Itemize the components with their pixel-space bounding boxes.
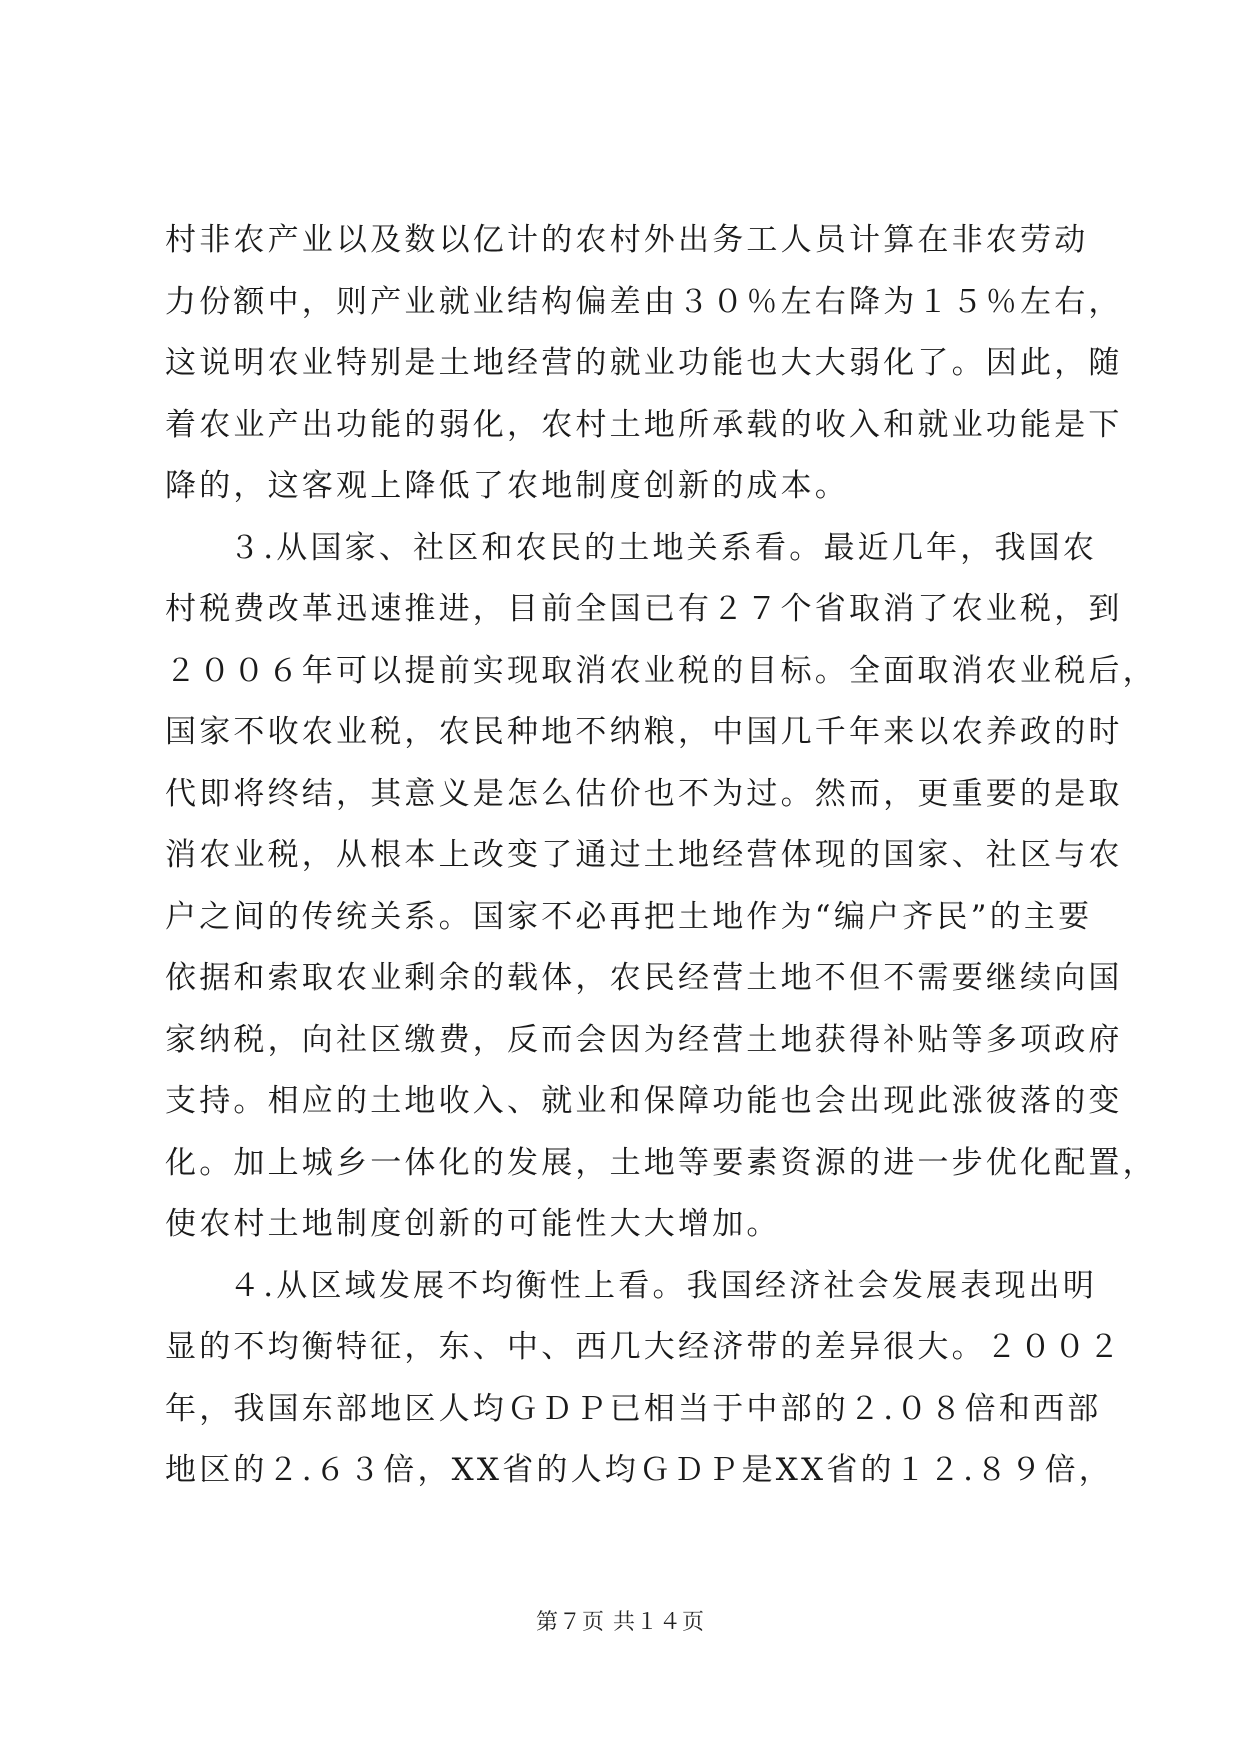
text-line: 村税费改革迅速推进，目前全国已有２７个省取消了农业税，到 xyxy=(165,591,1123,627)
text-line: ２００６年可以提前实现取消农业税的目标。全面取消农业税后， xyxy=(165,652,1157,689)
text-line: 户之间的传统关系。国家不必再把土地作为“编户齐民”的主要 xyxy=(165,898,1093,935)
text-line: 消农业税，从根本上改变了通过土地经营体现的国家、社区与农 xyxy=(165,837,1123,873)
text-line: 降的，这客观上降低了农地制度创新的成本。 xyxy=(165,468,849,504)
text-line: 家纳税，向社区缴费，反而会因为经营土地获得补贴等多项政府 xyxy=(165,1021,1123,1058)
text-line: 村非农产业以及数以亿计的农村外出务工人员计算在非农劳动 xyxy=(165,222,1089,258)
text-line: 力份额中，则产业就业结构偏差由３０％左右降为１５％左右， xyxy=(165,283,1123,320)
page-number-footer: 第７页 共１４页 xyxy=(536,1610,705,1635)
text-line: 这说明农业特别是土地经营的就业功能也大大弱化了。因此，随 xyxy=(165,345,1123,381)
text-line: 化。加上城乡一体化的发展，土地等要素资源的进一步优化配置， xyxy=(165,1144,1157,1181)
paragraph-start-line: ４.从区域发展不均衡性上看。我国经济社会发展表现出明 xyxy=(229,1267,1098,1304)
text-line: 国家不收农业税，农民种地不纳粮，中国几千年来以农养政的时 xyxy=(165,714,1123,750)
paragraph-start-line: ３.从国家、社区和农民的土地关系看。最近几年，我国农 xyxy=(229,529,1098,566)
text-line: 年，我国东部地区人均ＧＤＰ已相当于中部的２.０８倍和西部 xyxy=(165,1390,1102,1427)
text-line: 支持。相应的土地收入、就业和保障功能也会出现此涨彼落的变 xyxy=(165,1083,1123,1119)
text-line: 使农村土地制度创新的可能性大大增加。 xyxy=(165,1206,781,1242)
text-line: 地区的２.６３倍，XX省的人均ＧＤＰ是XX省的１２.８９倍， xyxy=(165,1452,1113,1488)
document-body xyxy=(165,210,1157,1502)
text-line: 依据和索取农业剩余的载体，农民经营土地不但不需要继续向国 xyxy=(165,960,1123,996)
text-line: 着农业产出功能的弱化，农村土地所承载的收入和就业功能是下 xyxy=(165,406,1123,443)
text-line: 显的不均衡特征，东、中、西几大经济带的差异很大。２００２ xyxy=(165,1329,1123,1365)
text-line: 代即将终结，其意义是怎么估价也不为过。然而，更重要的是取 xyxy=(165,775,1123,812)
